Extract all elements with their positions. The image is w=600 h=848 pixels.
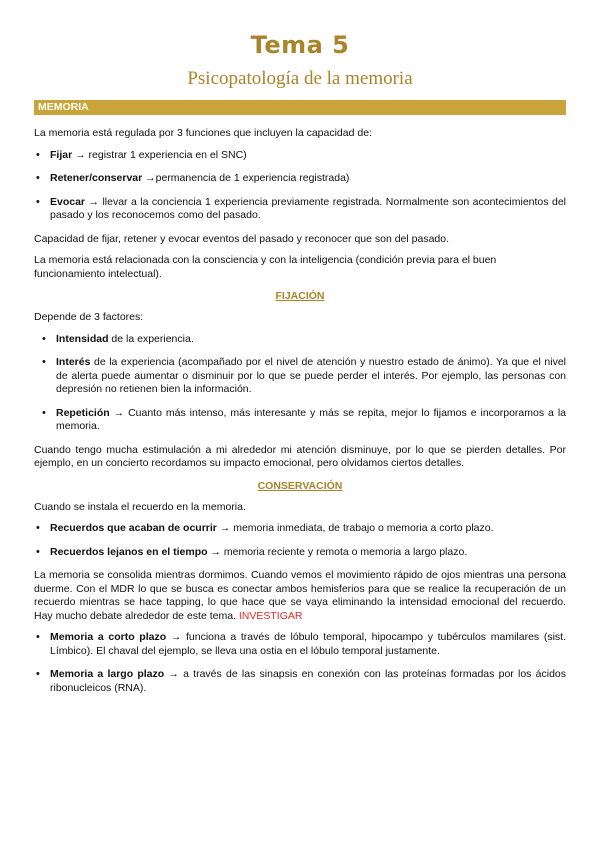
investigar-highlight: INVESTIGAR — [238, 609, 303, 622]
bullet-icon: • — [42, 406, 46, 419]
term: Memoria a largo plazo — [50, 668, 165, 680]
section-bar-memoria: MEMORIA — [34, 100, 566, 115]
list-item — [42, 356, 566, 397]
bullet-icon: • — [42, 356, 46, 368]
bullet-icon: • — [36, 148, 40, 161]
functions-list — [34, 149, 566, 223]
document-page — [34, 30, 566, 705]
bullet-icon: • — [36, 172, 40, 184]
item-text: de la experiencia (acompañado por el nivel de atención y nuestro estado de ánimo). Ya que el nivel de alerta puede aumentar o disminuir por lo que se puede perder el interés. Por ejemplo, las personas con depresión no retienen bien la información. — [56, 356, 566, 395]
bullet-icon: • — [36, 522, 40, 534]
term: Retener/conservar — [50, 172, 143, 184]
fijacion-heading: FIJACIÓN — [275, 290, 325, 302]
paragraph-text: La memoria se consolida mientras dormimos. Cuando vemos el movimiento rápido de ojos mientras una persona duerme. Con el MDR lo que se busca es conectar ambos hemisferios para que se realice la recuperación de un recuerdo mientras se hace tapping, lo que hace que se vaya eliminando la intensidad emocional del recuerdo. Hay mucho debate alrededor de este tema. — [34, 569, 566, 622]
bullet-icon: • — [36, 545, 40, 558]
memoria-paragraph-2: La memoria está relacionada con la consciencia y con la inteligencia (condición previa para el buen funcionamiento intelectual). — [34, 254, 497, 280]
bullet-icon: • — [36, 668, 40, 680]
fijacion-intro: Depende de 3 factores: — [34, 311, 144, 323]
fijacion-paragraph: Cuando tengo mucha estimulación a mi alrededor mi atención disminuye, por lo que se pierden detalles. Por ejemplo, en un concierto recordamos su impacto emocional, pero olvidamos ciertos detalles. — [34, 443, 566, 469]
memoria-intro: La memoria está regulada por 3 funciones que incluyen la capacidad de: — [34, 127, 372, 139]
term: Intensidad — [56, 332, 109, 345]
list-item — [42, 332, 566, 347]
memoria-paragraph-1: Capacidad de fijar, retener y evocar eventos del pasado y reconocer que son del pasado. — [34, 232, 450, 245]
list-item — [42, 406, 566, 434]
term: Recuerdos que acaban de ocurrir — [50, 522, 217, 534]
conservacion-intro: Cuando se instala el recuerdo en la memoria. — [34, 500, 246, 513]
list-item — [36, 172, 566, 186]
page-title: Tema 5 — [250, 31, 350, 59]
bullet-icon: • — [42, 332, 46, 345]
item-text: → memoria inmediata, de trabajo o memoria a corto plazo. — [216, 522, 494, 534]
list-item — [36, 195, 566, 223]
term: Repetición → — [56, 406, 125, 419]
memory-types-list — [34, 631, 566, 695]
list-item — [36, 668, 566, 695]
term: Recuerdos lejanos en el tiempo — [50, 545, 208, 558]
item-text: → memoria reciente y remota o memoria a largo plazo. — [207, 545, 468, 558]
term: Interés — [56, 356, 91, 368]
bullet-icon: • — [36, 631, 40, 643]
page-subtitle: Psicopatología de la memoria — [187, 68, 413, 89]
term: Memoria a corto plazo — [50, 631, 167, 643]
recuerdos-list — [34, 522, 566, 559]
item-text: → llevar a la conciencia 1 experiencia previamente registrada. Normalmente son acontecimientos del pasado y los reconocemos como del pasado. — [50, 195, 566, 221]
item-text: Cuanto más intenso, más interesante y más se repita, mejor lo fijamos e incorporamos a la memoria. — [56, 406, 566, 432]
list-item — [36, 631, 566, 658]
item-text: → a través de las sinapsis en conexión con las proteínas formadas por los ácidos ribonucleicos (RNA). — [50, 668, 566, 694]
list-item — [36, 545, 566, 560]
factors-list — [34, 333, 566, 434]
term: Fijar — [50, 148, 73, 161]
conservacion-heading: CONSERVACIÓN — [257, 479, 343, 492]
item-text: → registrar 1 experiencia en el SNC) — [72, 148, 247, 161]
item-text: → funciona a través de lóbulo temporal, hipocampo y tubérculos mamilares (sist. Límbico). El chaval del ejemplo, se lleva una ostia en el lóbulo temporal justamente. — [50, 631, 566, 657]
term: Evocar — [50, 195, 86, 208]
list-item — [36, 522, 566, 536]
conservacion-paragraph — [34, 569, 566, 623]
bullet-icon: • — [36, 195, 40, 208]
item-text: de la experiencia. — [108, 332, 194, 345]
list-item — [36, 148, 566, 163]
item-text: →permanencia de 1 experiencia registrada) — [142, 172, 350, 184]
